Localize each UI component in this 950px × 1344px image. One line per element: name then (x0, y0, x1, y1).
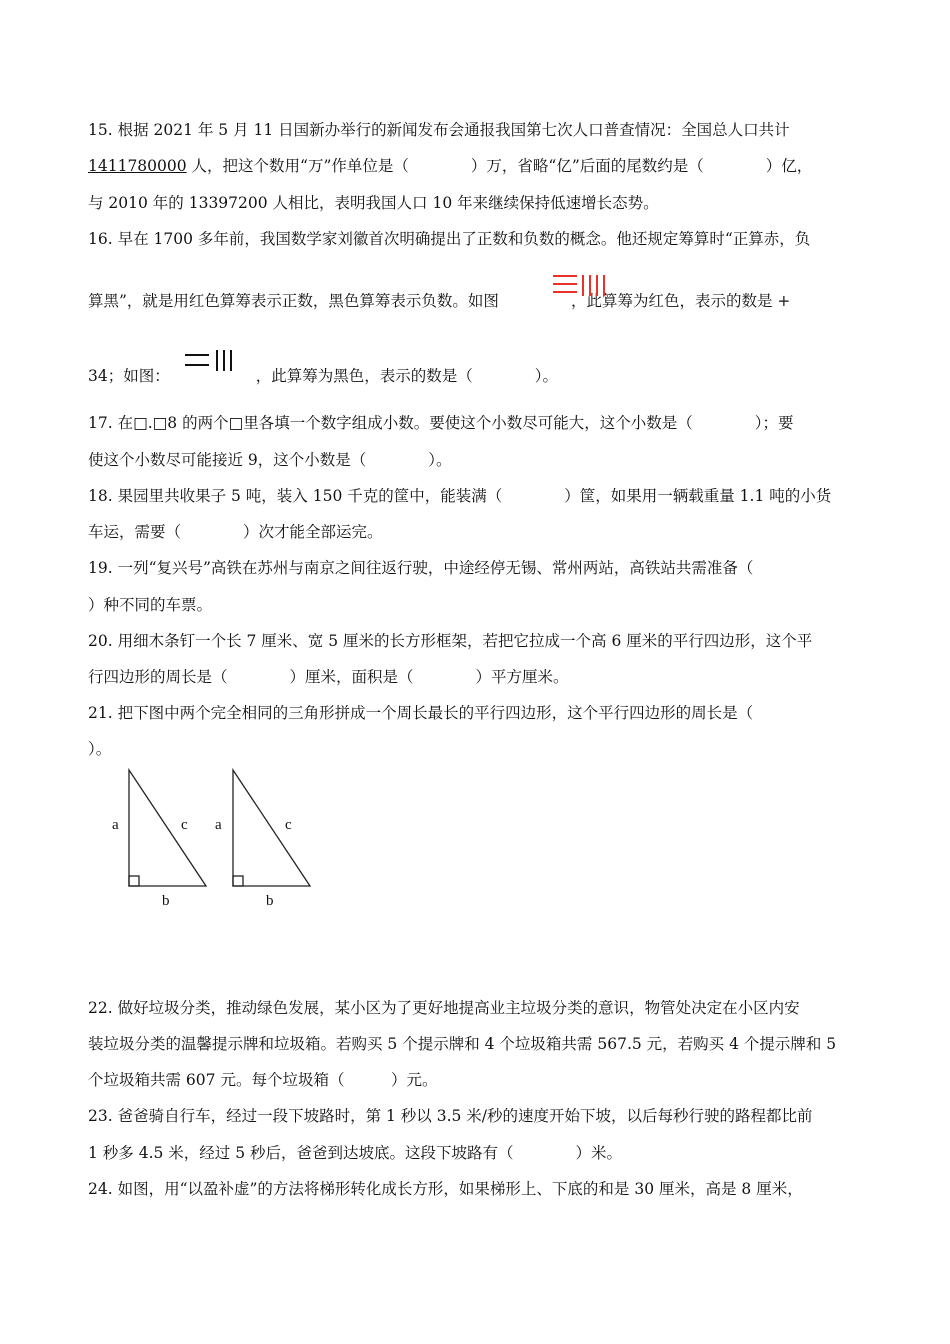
q23-line2: 1 秒多 4.5 米，经过 5 秒后，爸爸到达坡底。这段下坡路有（ ）米。 (88, 1144, 623, 1162)
population-number: 1411780000 (88, 157, 187, 175)
q15-line3: 与 2010 年的 13397200 人相比，表明我国人口 10 年来继续保持低速增长态势。 (88, 194, 659, 212)
triangles-figure (100, 765, 330, 915)
q20-line2: 行四边形的周长是（ ）厘米，面积是（ ）平方厘米。 (88, 668, 569, 686)
q17-line1: 17. 在□.□8 的两个□里各填一个数字组成小数。要使这个小数尽可能大，这个小数是（ ）；要 (88, 414, 794, 432)
q22-line2: 装垃圾分类的温馨提示牌和垃圾箱。若购买 5 个提示牌和 4 个垃圾箱共需 567.5 元，若购买 4 个提示牌和 5 (88, 1035, 837, 1053)
q22-line1: 22. 做好垃圾分类，推动绿色发展，某小区为了更好地提高业主垃圾分类的意识，物管处决定在小区内安 (88, 999, 800, 1017)
triangle-left (129, 770, 206, 886)
q19-line1: 19. 一列“复兴号”高铁在苏州与南京之间往返行驶，中途经停无锡、常州两站，高铁站共需准备（ (88, 559, 754, 577)
q16-line2-after: ，此算筹为红色，表示的数是 + (570, 292, 791, 310)
q22-line3: 个垃圾箱共需 607 元。每个垃圾箱（ ）元。 (88, 1071, 438, 1089)
q19-line2: ）种不同的车票。 (88, 596, 213, 614)
q15-line2-text: 人，把这个数用“万”作单位是（ ）万，省略“亿”后面的尾数约是（ ）亿， (186, 157, 813, 175)
label-b-left: b (162, 893, 170, 909)
q17-line2: 使这个小数尽可能接近 9，这个小数是（ ）。 (88, 451, 452, 469)
q20-line1: 20. 用细木条钉一个长 7 厘米、宽 5 厘米的长方形框架，若把它拉成一个高 6 厘米的平行四边形，这个平 (88, 632, 813, 650)
label-c-right: c (285, 817, 292, 833)
q21-line2: ）。 (88, 740, 112, 758)
label-a-left: a (112, 817, 119, 833)
right-angle-mark-right (233, 876, 243, 886)
q16-line1: 16. 早在 1700 多年前，我国数学家刘徽首次明确提出了正数和负数的概念。他还规定筹算时“正算赤，负 (88, 230, 811, 248)
q24-line1: 24. 如图，用“以盈补虚”的方法将梯形转化成长方形，如果梯形上、下底的和是 30 厘米，高是 8 厘米， (88, 1180, 803, 1198)
label-b-right: b (266, 893, 274, 909)
q18-line2: 车运，需要（ ）次才能全部运完。 (88, 523, 383, 541)
q21-line1: 21. 把下图中两个完全相同的三角形拼成一个周长最长的平行四边形，这个平行四边形的周长是（ (88, 704, 754, 722)
q16-line3-after: ，此算筹为黑色，表示的数是（ ）。 (255, 367, 558, 385)
q23-line1: 23. 爸爸骑自行车，经过一段下坡路时，第 1 秒以 3.5 米/秒的速度开始下坡，以后每秒行驶的路程都比前 (88, 1107, 813, 1125)
right-angle-mark-left (129, 876, 139, 886)
label-c-left: c (181, 817, 188, 833)
red-counting-rods-icon (550, 272, 610, 300)
q16-line3-before: 34；如图： (88, 367, 170, 385)
triangle-right (233, 770, 310, 886)
q15-line1: 15. 根据 2021 年 5 月 11 日国新办举行的新闻发布会通报我国第七次人口普查情况：全国总人口共计 (88, 121, 790, 139)
q18-line1: 18. 果园里共收果子 5 吨，装入 150 千克的筐中，能装满（ ）筐，如果用一辆载重量 1.1 吨的小货 (88, 487, 832, 505)
q16-line2 (88, 291, 870, 311)
label-a-right: a (215, 817, 222, 833)
q16-line2-before: 算黑”，就是用红色算筹表示正数，黑色算筹表示负数。如图 (88, 292, 499, 310)
black-counting-rods-icon (182, 347, 238, 375)
q15-line2 (88, 156, 870, 176)
